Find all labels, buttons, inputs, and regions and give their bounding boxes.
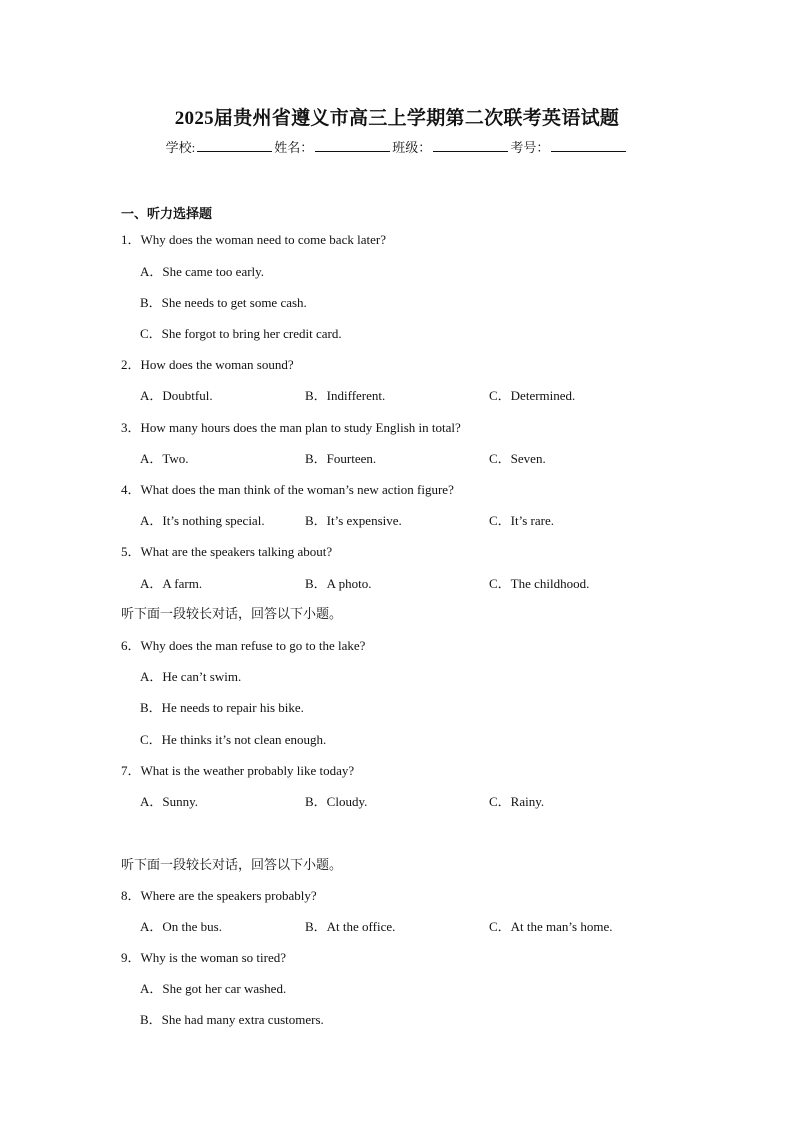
option-a: A．A farm. [140,576,203,591]
option-c: C．She forgot to bring her credit card. [140,326,342,341]
option-b: B．She needs to get some cash. [140,295,307,310]
listening-instruction: 听下面一段较长对话，回答以下小题。 [121,857,343,872]
question-stem: 4．What does the man think of the woman’s new action figure? [121,482,454,497]
option-a: A．On the bus. [140,919,222,934]
exam-no-label: 考号： [510,140,550,155]
option-b: B．It’s expensive. [305,513,402,528]
option-b: B．At the office. [305,919,396,934]
page-title: 2025届贵州省遵义市高三上学期第二次联考英语试题 [174,108,620,129]
question-stem: 9．Why is the woman so tired? [121,950,286,965]
option-c: C．Seven. [489,451,546,466]
question-stem: 5．What are the speakers talking about? [121,544,333,559]
question-stem: 8．Where are the speakers probably? [121,888,317,903]
option-a: A．She got her car washed. [140,981,287,996]
option-b: B．A photo. [305,576,372,591]
question-stem: 2．How does the woman sound? [121,357,294,372]
option-b: B．Fourteen. [305,451,377,466]
option-c: C．At the man’s home. [489,919,613,934]
option-a: A．Two. [140,451,189,466]
option-a: A．It’s nothing special. [140,513,265,528]
student-info-line [0,137,794,156]
option-c: C．Determined. [489,388,576,403]
option-a: A．Doubtful. [140,388,213,403]
section-heading: 一、听力选择题 [121,206,213,221]
listening-instruction: 听下面一段较长对话，回答以下小题。 [121,606,343,621]
question-stem: 1．Why does the woman need to come back later? [121,232,386,247]
name-blank [315,139,390,152]
exam-no-blank [551,139,626,152]
school-blank [197,139,272,152]
option-c: C．He thinks it’s not clean enough. [140,732,327,747]
question-stem: 7．What is the weather probably like today? [121,763,355,778]
option-a: A．He can’t swim. [140,669,242,684]
option-c: C．The childhood. [489,576,590,591]
question-stem: 3．How many hours does the man plan to study English in total? [121,420,461,435]
class-blank [433,139,508,152]
class-label: 班级： [392,140,432,155]
option-b: B．Cloudy. [305,794,368,809]
school-label: 学校: [165,140,196,155]
option-b: B．Indifferent. [305,388,386,403]
option-b: B．He needs to repair his bike. [140,700,304,715]
option-a: A．She came too early. [140,264,265,279]
option-c: C．Rainy. [489,794,545,809]
option-a: A．Sunny. [140,794,199,809]
name-label: 姓名： [274,140,314,155]
option-b: B．She had many extra customers. [140,1012,324,1027]
question-stem: 6．Why does the man refuse to go to the lake? [121,638,366,653]
option-c: C．It’s rare. [489,513,554,528]
